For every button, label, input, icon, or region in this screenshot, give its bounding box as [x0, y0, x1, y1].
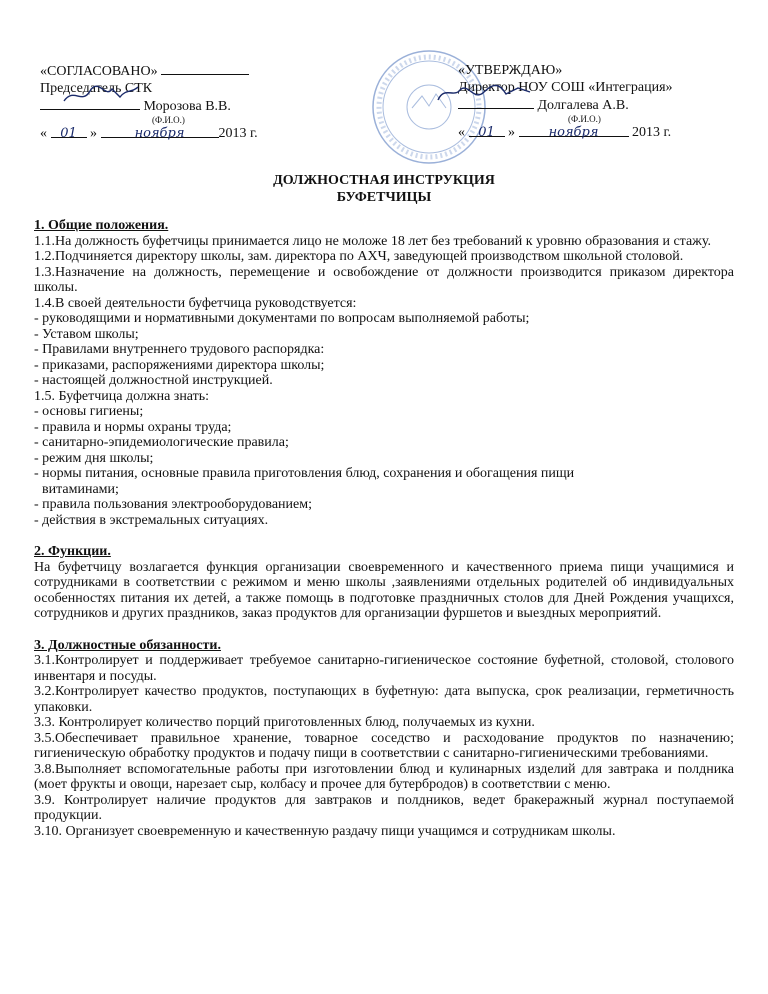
list-item: - Правилами внутреннего трудового распорядка:: [34, 342, 325, 357]
duty-item: 3.8.Выполняет вспомогательные работы при изготовлении блюд и кулинарных изделий для завтрака и полдника (моет фрукты и овощи, нарезает сыр, колбасу и прочее для бутербродов) в соответствии с меню.: [34, 761, 734, 792]
list-item: - руководящими и нормативными документами по вопросам выполняемой работы;: [34, 311, 530, 326]
duty-item: 3.1.Контролирует и поддерживает требуемое санитарно-гигиеническое состояние буфетной, столовой, столового инвентаря и посуды.: [34, 653, 734, 684]
approve-year: 2013 г.: [632, 125, 672, 140]
approve-name: Долгалева А.В.: [537, 98, 629, 113]
agreed-fio-caption: (Ф.И.О.): [152, 115, 185, 125]
title-line-1: ДОЛЖНОСТНАЯ ИНСТРУКЦИЯ: [273, 173, 495, 188]
list-item: - действия в экстремальных ситуациях.: [34, 512, 269, 528]
duty-item: 3.9. Контролирует наличие продуктов для завтраков и полдников, ведет бракеражный журнал поступаемой продукции.: [34, 792, 734, 823]
document-title: [0, 172, 768, 206]
approve-month: ноября: [519, 124, 629, 137]
paragraph-1-4: 1.4.В своей деятельности буфетчица руководствуется:: [34, 295, 357, 311]
agreed-name: Морозова В.В.: [143, 99, 231, 114]
duty-item: 3.5.Обеспечивает правильное хранение, товарное соседство и расходование продуктов по назначению; гигиеническую обработку продуктов и подачу пищи в соответствии с санитарно-гигиеническими требованиями.: [34, 730, 734, 761]
list-item: - Уставом школы;: [34, 326, 139, 342]
approve-label: «УТВЕРЖДАЮ»: [458, 63, 563, 78]
list-item: - правила пользования электрооборудованием;: [34, 497, 312, 512]
duty-item: 3.2.Контролирует качество продуктов, поступающих в буфетную: дата выпуска, срок реализации, герметичность упаковки.: [34, 684, 734, 715]
list-item: - санитарно-эпидемиологические правила;: [34, 435, 289, 450]
section-2-text: На буфетчицу возлагается функция организации своевременного и качественного приема пищи учащимися и сотрудниками в соответствии с режимом и меню школы ,заявлениями отдельных родителей об индивидуальных особенностях питания их детей, а также помощь в подготовке праздничных столов для Дней Рождения учащихся, сотрудников и других праздников, заказ продуктов для организации фуршетов и выездных мероприятий.: [34, 559, 734, 621]
paragraph-1-5: 1.5. Буфетчица должна знать:: [34, 388, 210, 404]
duty-item: 3.10. Организует своевременную и качественную раздачу пищи учащимся и сотрудникам школы.: [34, 823, 616, 839]
list-item: - режим дня школы;: [34, 450, 154, 466]
approve-fio-caption: (Ф.И.О.): [568, 114, 601, 124]
list-item: - настоящей должностной инструкцией.: [34, 373, 273, 388]
section-3-heading: 3. Должностные обязанности.: [34, 637, 221, 653]
approve-day: 01: [469, 124, 505, 137]
approve-block: «УТВЕРЖДАЮ» Директор НОУ СОШ «Интеграция» Долгалева А.В. (Ф.И.О.) « 01 » ноября 2013 г.: [458, 62, 673, 141]
agreed-day: 01: [51, 125, 87, 138]
list-item-continuation: витаминами;: [42, 481, 119, 497]
agreed-month: ноября: [101, 125, 219, 138]
list-item: - приказами, распоряжениями директора школы;: [34, 357, 325, 373]
paragraph-1-2: 1.2.Подчиняется директору школы, зам. директора по АХЧ, заведующей производством школьной столовой.: [34, 249, 684, 264]
agreed-year: 2013 г.: [218, 126, 258, 141]
duty-item: 3.3. Контролирует количество порций приготовленных блюд, получаемых из кухни.: [34, 715, 535, 730]
approve-position: Директор НОУ СОШ «Интеграция»: [458, 80, 673, 95]
agreed-position: Председатель СТК: [40, 81, 153, 96]
title-line-2: БУФЕТЧИЦЫ: [336, 190, 432, 205]
signature-right: [434, 80, 534, 106]
section-2-heading: 2. Функции.: [34, 544, 111, 559]
document-body: [34, 218, 734, 839]
paragraph-1-3: 1.3.Назначение на должность, перемещение и освобождение от должности производится приказом директора школы.: [34, 264, 734, 295]
section-1-heading: 1. Общие положения.: [34, 218, 169, 233]
paragraph-1-1: 1.1.На должность буфетчицы принимается лицо не моложе 18 лет без требований к уровню образования и стажу.: [34, 233, 711, 249]
agreed-block: «СОГЛАСОВАНО» Председатель СТК Морозова В.В. (Ф.И.О.) « 01 » ноября 2013 г.: [40, 64, 258, 141]
list-item: - нормы питания, основные правила приготовления блюд, сохранения и обогащения пищи: [34, 466, 575, 481]
agreed-label: «СОГЛАСОВАНО»: [40, 64, 158, 79]
list-item: - основы гигиены;: [34, 404, 144, 419]
agreed-signature-line: [161, 62, 249, 75]
signature-left: [60, 83, 140, 107]
list-item: - правила и нормы охраны труда;: [34, 419, 232, 435]
